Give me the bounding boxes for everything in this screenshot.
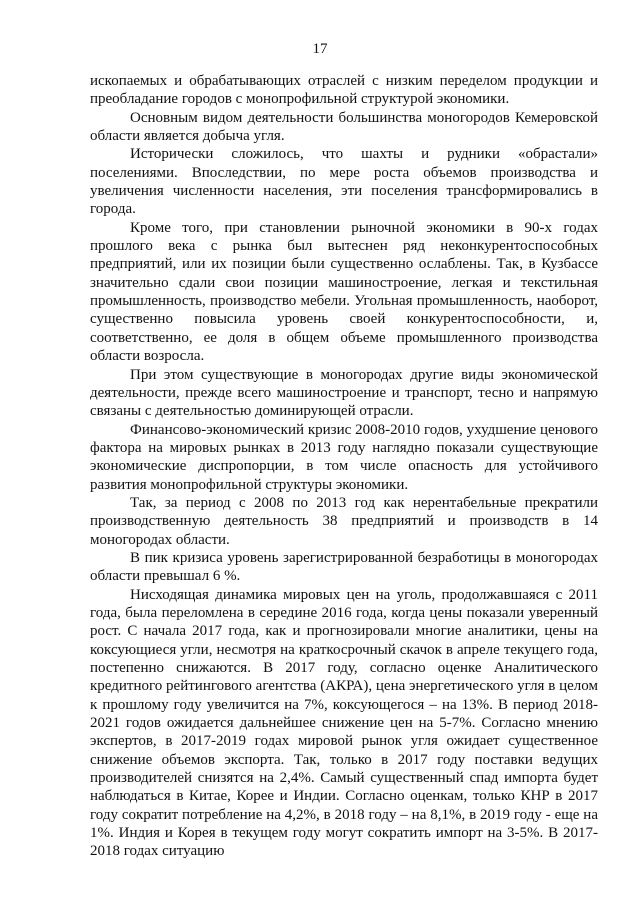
- paragraph: Нисходящая динамика мировых цен на уголь, продолжавшаяся с 2011 года, была переломлена в середине 2016 года, когда цены показали уверенный рост. С начала 2017 года, как и прогнозировали многие аналитики, цены на коксующиеся угли, несмотря на краткосрочный скачок в апреле текущего года, постепенно снижаются. В 2017 году, согласно оценке Аналитического кредитного рейтингового агентства (АКРА), цена энергетического угля в целом к прошлому году увеличится на 7%, коксующегося – на 13%. В период 2018-2021 годов ожидается дальнейшее снижение цен на 5-7%. Согласно мнению экспертов, в 2017-2019 годах мировой рынок угля ожидает существенное снижение объемов экспорта. Так, только в 2017 году поставки ведущих производителей снизятся на 2,4%. Самый существенный спад импорта будет наблюдаться в Китае, Корее и Индии. Согласно оценкам, только КНР в 2017 году сократит потребление на 4,2%, в 2018 году – на 8,1%, в 2019 году - еще на 1%. Индия и Корея в текущем году могут сократить импорт на 3-5%. В 2017-2018 годах ситуацию: [90, 586, 598, 860]
- paragraph: Так, за период с 2008 по 2013 год как нерентабельные прекратили производственную деятельность 38 предприятий и производств в 14 моногородах области.: [90, 494, 598, 548]
- paragraph: При этом существующие в моногородах другие виды экономической деятельности, прежде всего машиностроение и транспорт, тесно и напрямую связаны с деятельностью доминирующей отрасли.: [90, 366, 598, 420]
- paragraph-continuation: ископаемых и обрабатывающих отраслей с низким переделом продукции и преобладание городов с монопрофильной структурой экономики.: [90, 73, 598, 108]
- paragraph: Финансово-экономический кризис 2008-2010 годов, ухудшение ценового фактора на мировых рынках в 2013 году наглядно показали существующие экономические диспропорции, в том числе опасность для устойчивого развития монопрофильной структуры экономики.: [90, 421, 598, 493]
- paragraph: Исторически сложилось, что шахты и рудники «обрастали» поселениями. Впоследствии, по мере роста объемов производства и увеличения численности населения, эти поселения трансформировались в города.: [90, 146, 598, 218]
- paragraph: Основным видом деятельности большинства моногородов Кемеровской области является добыча угля.: [90, 109, 598, 145]
- paragraph: В пик кризиса уровень зарегистрированной безработицы в моногородах области превышал 6 %.: [90, 549, 598, 585]
- paragraph: Кроме того, при становлении рыночной экономики в 90-х годах прошлого века с рынка был вытеснен ряд неконкурентоспособных предприятий, или их позиции были существенно ослаблены. Так, в Кузбассе значительно сдали свои позиции машиностроение, легкая и текстильная промышленность, производство мебели. Угольная промышленность, наоборот, существенно повысила уровень своей конкурентоспособности, и, соответственно, ее доля в общем объеме промышленного производства области возросла.: [90, 219, 598, 365]
- page-number: 17: [312, 41, 328, 57]
- document-body: [90, 72, 598, 861]
